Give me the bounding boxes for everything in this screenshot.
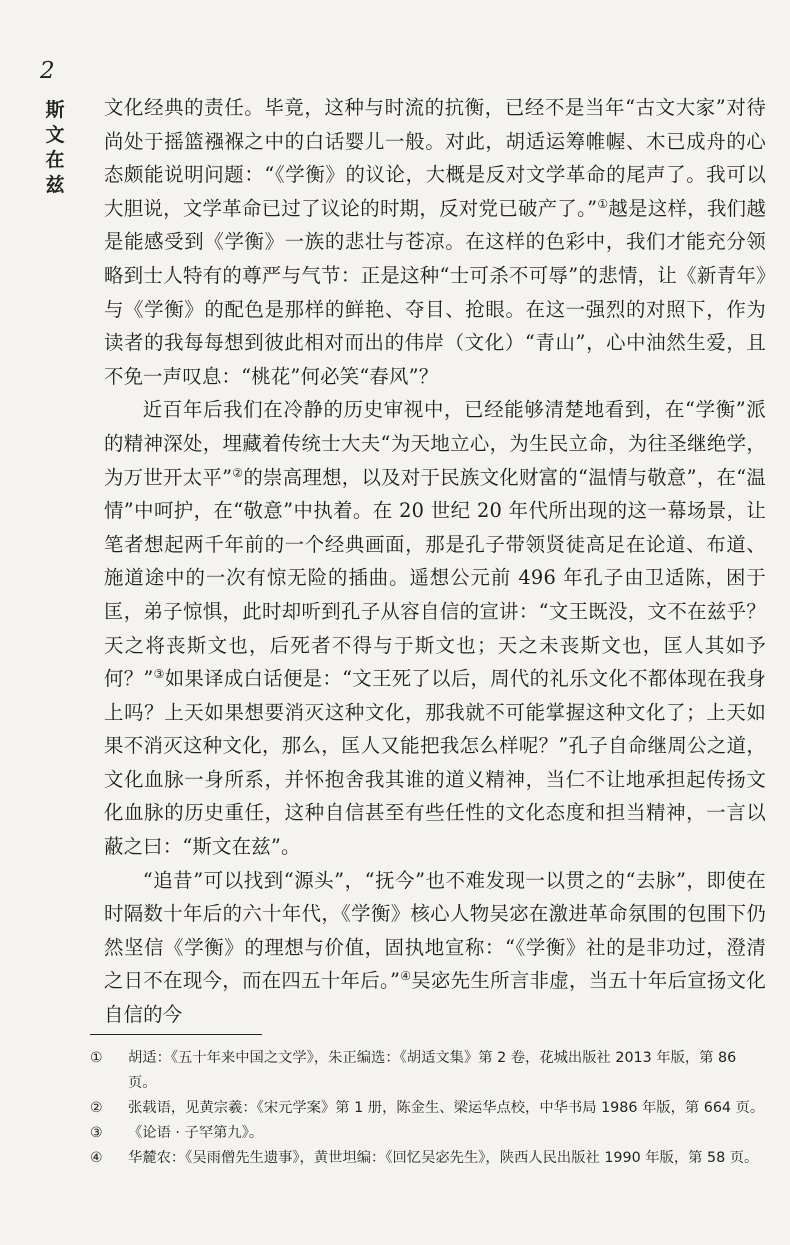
footnote-text: 《论语 · 子罕第九》。 — [128, 1125, 264, 1141]
footnote-mark: ① — [90, 1050, 103, 1066]
paragraph-2 — [104, 393, 766, 863]
page-number: 2 — [40, 58, 55, 84]
running-head-char: 在 — [45, 149, 65, 171]
paragraph-text: 的崇高理想，以及对于民族文化财富的“温情与敬意”，在“温情”中呵护，在“敬意”中执着。在 20 世纪 20 年代所出现的这一幕场景，让笔者想起两千年前的一个经典画面，那是孔子带领贤徒高足在论道、布道、施道途中的一次有惊无险的插曲。遥想公元前 496 年孔子由卫适陈，困于匡，弟子惊惧，此时却听到孔子从容自信的宣讲：“文王既没，文不在兹乎？天之将丧斯文也，后死者不得与于斯文也；天之未丧斯文也，匡人其如予何？” — [104, 465, 766, 691]
running-head-char: 文 — [45, 124, 65, 146]
paragraph-text: 如果译成白话便是：“文王死了以后，周代的礼乐文化不都体现在我身上吗？上天如果想要消灭这种文化，那我就不可能掌握这种文化了；上天如果不消灭这种文化，那么，匡人又能把我怎么样呢？”孔子自命继周公之道，文化血脉一身所系，并怀抱舍我其谁的道义精神，当仁不让地承担起传扬文化血脉的历史重任，这种自信甚至有些任性的文化态度和担当精神，一言以蔽之曰：“斯文在兹”。 — [104, 667, 766, 859]
footnote-mark: ④ — [90, 1150, 103, 1166]
footnote-item — [90, 1046, 766, 1096]
footnote-mark: ② — [90, 1100, 103, 1116]
running-head — [41, 98, 69, 198]
paragraph-3 — [104, 864, 766, 1032]
footnote-ref[interactable]: ① — [597, 196, 609, 211]
footnote-divider — [90, 1034, 262, 1035]
paragraph-text: 吴宓先生所言非虚，当五十年后宣扬文化自信的今 — [104, 969, 766, 1027]
paragraph-text: 近百年后我们在冷静的历史审视中，已经能够清楚地看到，在“学衡”派的精神深处，埋藏着传统士大夫“为天地立心，为生民立命，为往圣继绝学，为万世开太平” — [104, 398, 766, 489]
running-head-char: 兹 — [45, 174, 65, 196]
footnote-text: 华麓农：《吴雨僧先生遗事》，黄世坦编：《回忆吴宓先生》，陕西人民出版社 1990 年版，第 58 页。 — [128, 1150, 759, 1166]
paragraph-text: 越是这样，我们越是能感受到《学衡》一族的悲壮与苍凉。在这样的色彩中，我们才能充分领略到士人特有的尊严与气节：正是这种“士可杀不可辱”的悲情，让《新青年》与《学衡》的配色是那样的鲜艳、夺目、抢眼。在这一强烈的对照下，作为读者的我每每想到彼此相对而出的伟岸（文化）“青山”，心中油然生爱，且不免一声叹息：“桃花”何必笑“春风”？ — [104, 196, 766, 388]
footnote-ref[interactable]: ④ — [400, 969, 412, 984]
footnote-ref[interactable]: ③ — [153, 667, 165, 682]
footnote-item — [90, 1146, 766, 1171]
footnote-ref[interactable]: ② — [232, 465, 244, 480]
running-head-char: 斯 — [45, 99, 65, 121]
footnote-item — [90, 1096, 766, 1121]
paragraph-text: 文化经典的责任。毕竟，这种与时流的抗衡，已经不是当年“古文大家”对待尚处于摇篮襁褓之中的白话婴儿一般。对此，胡适运筹帷幄、木已成舟的心态颇能说明问题：“《学衡》的议论，大概是反对文学革命的尾声了。我可以大胆说，文学革命已过了议论的时期，反对党已破产了。” — [104, 96, 766, 220]
footnote-item — [90, 1121, 766, 1146]
footnote-mark: ③ — [90, 1125, 103, 1141]
footnote-text: 张载语，见黄宗羲：《宋元学案》第 1 册，陈金生、梁运华点校，中华书局 1986 年版，第 664 页。 — [128, 1100, 765, 1116]
paragraph-1 — [104, 91, 766, 393]
footnote-text: 胡适：《五十年来中国之文学》，朱正编选：《胡适文集》第 2 卷，花城出版社 2013 年版，第 86 页。 — [128, 1050, 737, 1091]
body-text — [104, 91, 766, 1032]
footnotes — [90, 1046, 766, 1171]
paragraph-text: “追昔”可以找到“源头”，“抚今”也不难发现一以贯之的“去脉”，即使在时隔数十年后的六十年代，《学衡》核心人物吴宓在激进革命氛围的包围下仍然坚信《学衡》的理想与价值，固执地宣称：“《学衡》社的是非功过，澄清之日不在现今，而在四五十年后。” — [104, 868, 766, 993]
